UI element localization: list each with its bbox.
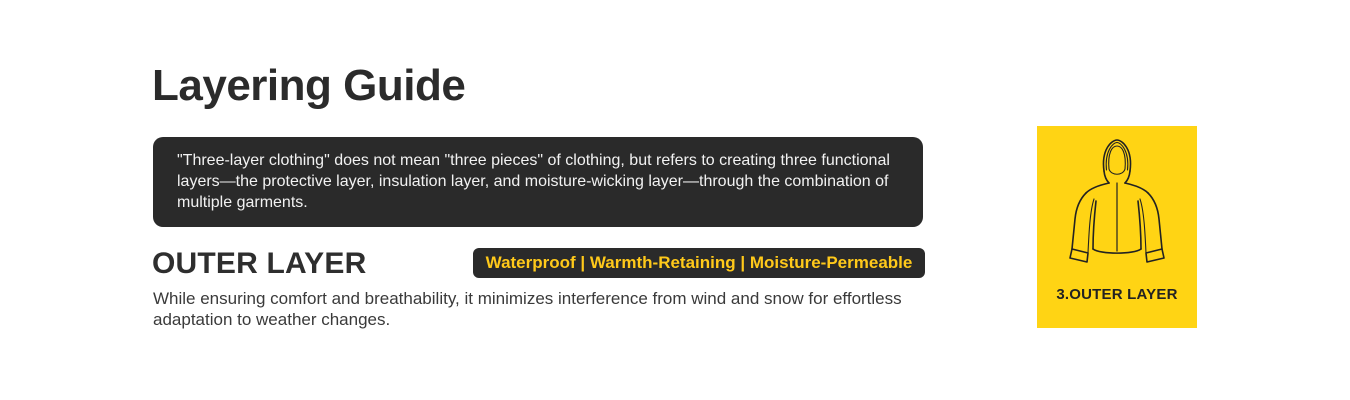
page-title: Layering Guide (152, 61, 466, 110)
intro-text: "Three-layer clothing" does not mean "three pieces" of clothing, but refers to creating three functional layers—the protective layer, insulation layer, and moisture-wicking layer—through the combination of multiple garments. (177, 152, 890, 211)
feature-badge: Waterproof | Warmth-Retaining | Moisture-Permeable (473, 248, 925, 278)
section-heading: OUTER LAYER (152, 247, 367, 280)
intro-panel (153, 137, 923, 227)
outer-layer-card (1037, 126, 1197, 328)
section-description: While ensuring comfort and breathability, it minimizes interference from wind and snow for effortless adaptation to weather changes. (153, 289, 902, 329)
hooded-jacket-outline-icon (1062, 137, 1172, 267)
layer-card-label: 3.OUTER LAYER (1056, 286, 1178, 303)
